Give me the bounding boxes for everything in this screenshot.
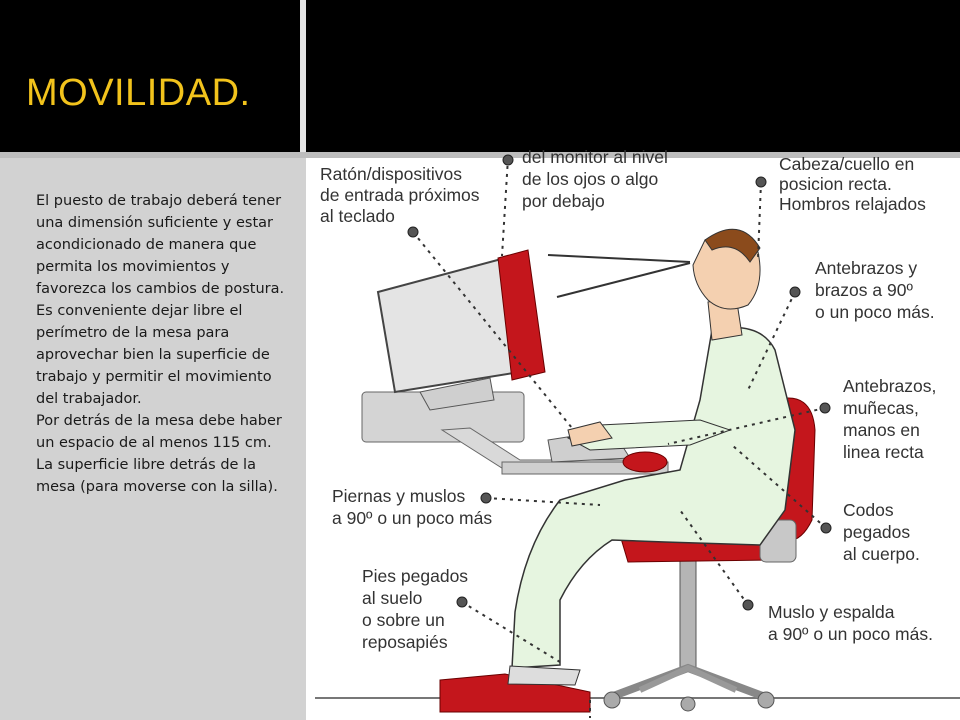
- title-box: [0, 0, 300, 152]
- label-pies-line2: al suelo: [362, 588, 423, 608]
- label-cabeza-line2: posicion recta.: [779, 174, 892, 194]
- label-antebrazos2-line2: muñecas,: [843, 398, 919, 418]
- label-antebrazos1-line1: Antebrazos y: [815, 258, 918, 278]
- label-raton-line2: de entrada próximos: [320, 185, 480, 205]
- label-antebrazos2-line4: linea recta: [843, 442, 924, 462]
- label-antebrazos1-line3: o un poco más.: [815, 302, 935, 322]
- ergonomics-illustration: [306, 147, 960, 720]
- slide-title: MOVILIDAD.: [26, 72, 251, 114]
- label-raton-line3: al teclado: [320, 206, 395, 226]
- mouse-icon: [623, 452, 667, 472]
- body-text: [36, 190, 286, 498]
- label-antebrazos2-line1: Antebrazos,: [843, 376, 937, 396]
- label-pies-line3: o sobre un: [362, 610, 445, 630]
- label-piernas-line1: Piernas y muslos: [332, 486, 466, 506]
- header-bar: [306, 0, 960, 152]
- label-antebrazos1-line2: brazos a 90º: [815, 280, 913, 300]
- label-muslo-line2: a 90º o un poco más.: [768, 624, 933, 644]
- label-pies-line4: reposapiés: [362, 632, 448, 652]
- paragraph-2: Por detrás de la mesa debe haber un espacio de al menos 115 cm. La superficie libre detrás de la mesa (para moverse con la silla).: [36, 413, 282, 495]
- label-pies-line1: Pies pegados: [362, 566, 469, 586]
- label-monitor-line1: del monitor al nivel: [522, 147, 668, 167]
- sightline-bottom: [557, 263, 690, 297]
- label-raton-line1: Ratón/dispositivos: [320, 164, 463, 184]
- paragraph-1: El puesto de trabajo deberá tener una dimensión suficiente y estar acondicionado de manera que permita los movimientos y favorezca los cambios de postura. Es conveniente dejar libre el perímetro de la mesa para aprovechar bien la superficie de trabajo y permitir el movimiento del trabajador.: [36, 193, 285, 407]
- label-monitor-line3: por debajo: [522, 191, 605, 211]
- label-codos-line2: pegados: [843, 522, 911, 542]
- label-antebrazos2-line3: manos en: [843, 420, 920, 440]
- label-cabeza-line3: Hombros relajados: [779, 194, 926, 214]
- monitor-icon: [378, 250, 545, 410]
- ergonomics-figure: [306, 147, 960, 720]
- sightline-top: [548, 255, 690, 262]
- label-monitor-line2: de los ojos o algo: [522, 169, 659, 189]
- label-muslo-line1: Muslo y espalda: [768, 602, 895, 622]
- label-cabeza-line1: Cabeza/cuello en: [779, 154, 915, 174]
- label-codos-line1: Codos: [843, 500, 894, 520]
- label-piernas-line2: a 90º o un poco más: [332, 508, 493, 528]
- label-codos-line3: al cuerpo.: [843, 544, 920, 564]
